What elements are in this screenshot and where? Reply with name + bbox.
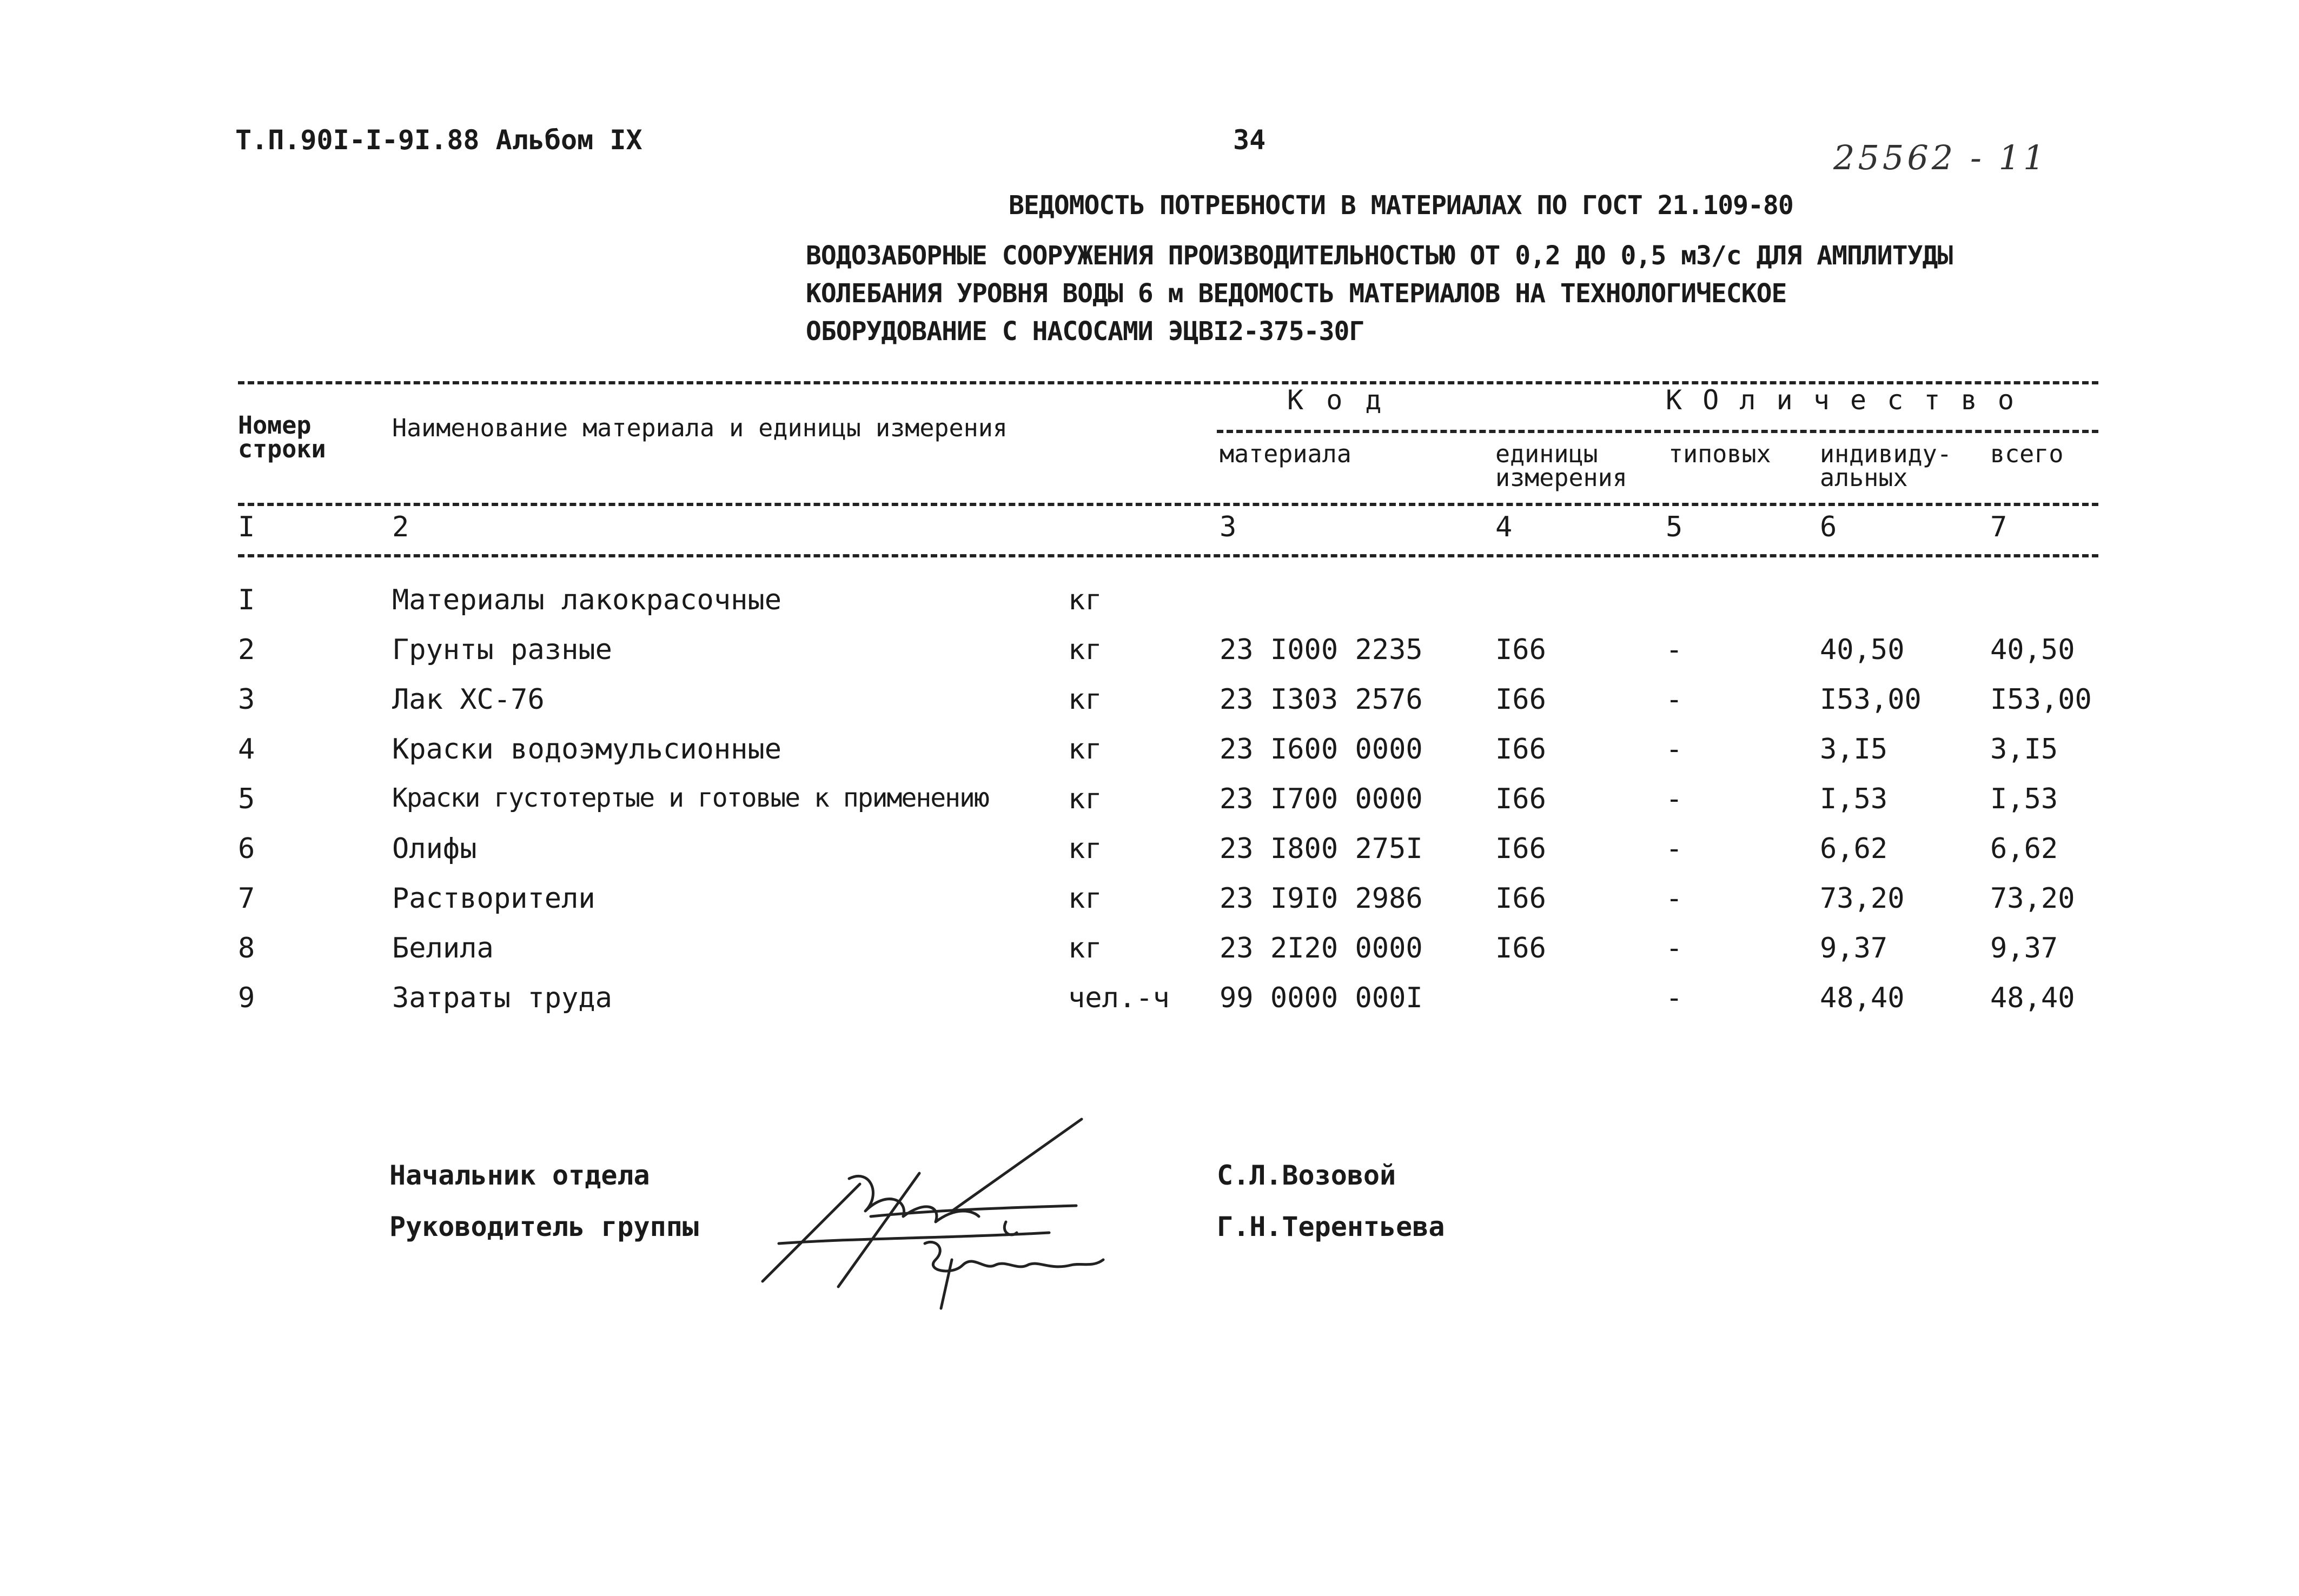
- unit-code: I66: [1495, 683, 1546, 716]
- unit: кг: [1068, 932, 1102, 965]
- object-title-line-1: ВОДОЗАБОРНЫЕ СООРУЖЕНИЯ ПРОИЗВОДИТЕЛЬНОСТЬЮ ОТ 0,2 ДО 0,5 м3/с ДЛЯ АМПЛИТУДЫ: [806, 241, 1953, 271]
- individual-qty: 6,62: [1820, 833, 1888, 865]
- page-number: 34: [1233, 124, 1266, 156]
- signature-name-group-lead: Г.Н.Терентьева: [1217, 1211, 1445, 1242]
- total-qty: 9,37: [1990, 932, 2058, 965]
- signature-name-department-head: С.Л.Возовой: [1217, 1160, 1396, 1191]
- column-numbers-rule: [238, 554, 2098, 557]
- row-number: 9: [238, 982, 255, 1014]
- individual-qty: 9,37: [1820, 932, 1888, 965]
- unit-code: I66: [1495, 882, 1546, 915]
- row-number: 3: [238, 683, 255, 716]
- header-unit-code: единицы измерения: [1495, 440, 1627, 492]
- individual-qty: 3,I5: [1820, 733, 1888, 766]
- typical-qty: -: [1666, 683, 1683, 716]
- unit: кг: [1068, 882, 1102, 915]
- object-title-line-3: ОБОРУДОВАНИЕ С НАСОСАМИ ЭЦВI2-375-30Г: [806, 316, 1364, 347]
- row-number: 4: [238, 733, 255, 766]
- individual-qty: 40,50: [1820, 634, 1905, 666]
- material-name: Материалы лакокрасочные: [392, 584, 782, 616]
- signature-role-group-lead: Руководитель группы: [389, 1211, 699, 1242]
- total-qty: 6,62: [1990, 833, 2058, 865]
- row-number: 7: [238, 882, 255, 915]
- column-number-1: I: [238, 511, 255, 543]
- typical-qty: -: [1666, 833, 1683, 865]
- material-code: 99 0000 000I: [1220, 982, 1423, 1014]
- material-name: Олифы: [392, 833, 477, 865]
- column-number-7: 7: [1990, 511, 2008, 543]
- header-bottom-rule: [238, 503, 2098, 506]
- individual-qty: I53,00: [1820, 683, 1922, 716]
- row-number: 8: [238, 932, 255, 965]
- header-code-group: К о д: [1287, 384, 1385, 416]
- typical-qty: -: [1666, 932, 1683, 965]
- unit: чел.-ч: [1068, 982, 1170, 1014]
- typical-qty: -: [1666, 634, 1683, 666]
- total-qty: 73,20: [1990, 882, 2075, 915]
- sheet-title: ВЕДОМОСТЬ ПОТРЕБНОСТИ В МАТЕРИАЛАХ ПО ГОСТ 21.109-80: [1009, 190, 1793, 221]
- header-typical: типовых: [1668, 440, 1771, 468]
- unit-code: I66: [1495, 932, 1546, 965]
- header-individual: индивиду- альных: [1820, 440, 1952, 492]
- unit: кг: [1068, 833, 1102, 865]
- header-total: всего: [1990, 440, 2064, 468]
- material-name: Белила: [392, 932, 494, 965]
- column-number-6: 6: [1820, 511, 1837, 543]
- unit-code: I66: [1495, 634, 1546, 666]
- material-code: 23 I9I0 2986: [1220, 882, 1423, 915]
- header-group-rule: [1217, 430, 2098, 433]
- material-name: Краски густотертые и готовые к применению: [392, 783, 989, 813]
- unit: кг: [1068, 783, 1102, 815]
- unit-code: I66: [1495, 833, 1546, 865]
- inventory-number: 25562 - 11: [1833, 138, 2048, 177]
- individual-qty: 73,20: [1820, 882, 1905, 915]
- column-number-3: 3: [1220, 511, 1237, 543]
- typical-qty: -: [1666, 733, 1683, 766]
- unit-code: I66: [1495, 783, 1546, 815]
- material-name: Растворители: [392, 882, 595, 915]
- unit: кг: [1068, 733, 1102, 766]
- total-qty: 48,40: [1990, 982, 2075, 1014]
- material-name: Затраты труда: [392, 982, 612, 1014]
- typical-qty: -: [1666, 783, 1683, 815]
- row-number: I: [238, 584, 255, 616]
- material-code: 23 I303 2576: [1220, 683, 1423, 716]
- individual-qty: 48,40: [1820, 982, 1905, 1014]
- row-number: 5: [238, 783, 255, 815]
- unit: кг: [1068, 584, 1102, 616]
- unit: кг: [1068, 683, 1102, 716]
- header-quantity-group: К О л и ч е с т в о: [1666, 384, 2016, 416]
- typical-qty: -: [1666, 982, 1683, 1014]
- object-title-line-2: КОЛЕБАНИЯ УРОВНЯ ВОДЫ 6 м ВЕДОМОСТЬ МАТЕРИАЛОВ НА ТЕХНОЛОГИЧЕСКОЕ: [806, 278, 1787, 309]
- column-number-4: 4: [1495, 511, 1513, 543]
- total-qty: 3,I5: [1990, 733, 2058, 766]
- row-number: 6: [238, 833, 255, 865]
- total-qty: 40,50: [1990, 634, 2075, 666]
- total-qty: I53,00: [1990, 683, 2092, 716]
- document-code: Т.П.90I-I-9I.88 Альбом IX: [235, 124, 642, 156]
- material-code: 23 2I20 0000: [1220, 932, 1423, 965]
- material-name: Лак ХС-76: [392, 683, 545, 716]
- material-code: 23 I800 275I: [1220, 833, 1423, 865]
- header-material-code: материала: [1220, 440, 1351, 468]
- handwritten-signatures: [746, 1108, 1157, 1325]
- header-material-name: Наименование материала и единицы измерения: [392, 414, 1008, 442]
- row-number: 2: [238, 634, 255, 666]
- material-code: 23 I000 2235: [1220, 634, 1423, 666]
- column-number-5: 5: [1666, 511, 1683, 543]
- column-number-2: 2: [392, 511, 409, 543]
- total-qty: I,53: [1990, 783, 2058, 815]
- material-name: Краски водоэмульсионные: [392, 733, 782, 766]
- material-code: 23 I700 0000: [1220, 783, 1423, 815]
- header-row-number: Номер строки: [238, 411, 326, 463]
- unit: кг: [1068, 634, 1102, 666]
- typical-qty: -: [1666, 882, 1683, 915]
- signature-role-department-head: Начальник отдела: [389, 1160, 650, 1191]
- material-name: Грунты разные: [392, 634, 612, 666]
- individual-qty: I,53: [1820, 783, 1888, 815]
- material-code: 23 I600 0000: [1220, 733, 1423, 766]
- unit-code: I66: [1495, 733, 1546, 766]
